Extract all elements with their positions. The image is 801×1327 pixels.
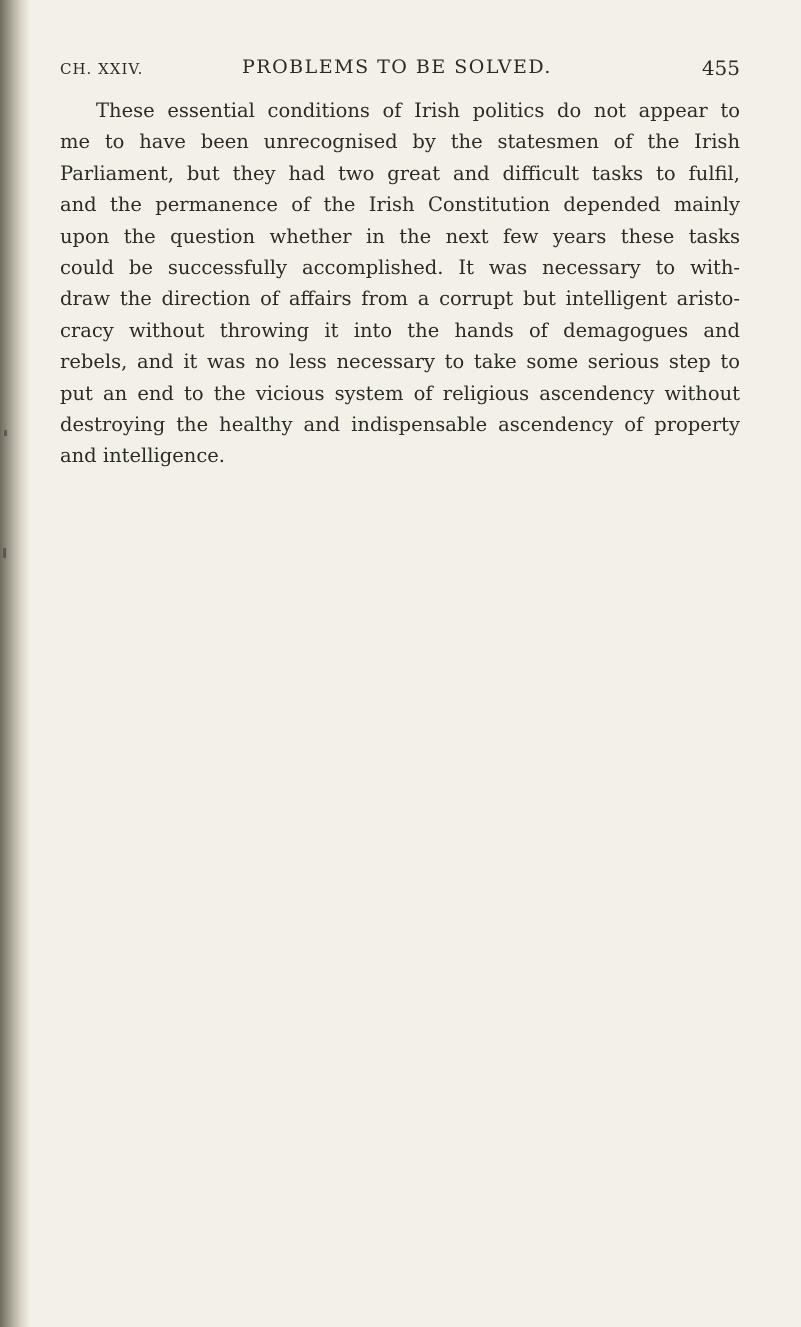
text-line: cracy without throwing it into the hands of demagogues and <box>60 318 740 342</box>
chapter-label: CH. XXIV. <box>60 60 144 78</box>
text-line: and the permanence of the Irish Constitution depended mainly <box>60 193 740 217</box>
text-line: could be successfully accomplished. It was necessary to with- <box>60 255 740 279</box>
body-paragraph <box>60 95 740 472</box>
text-line: upon the question whether in the next few years these tasks <box>60 224 740 248</box>
page-gutter-shadow <box>0 0 30 1327</box>
text-line: draw the direction of affairs from a corrupt but intelligent aristo- <box>60 287 740 311</box>
text-line: rebels, and it was no less necessary to take some serious step to <box>60 350 740 374</box>
running-head <box>60 56 740 80</box>
page-number: 455 <box>701 56 740 80</box>
text-line: put an end to the vicious system of religious ascendency without <box>60 381 740 405</box>
gutter-mark <box>3 548 6 558</box>
text-line: and intelligence. <box>60 444 225 468</box>
page-title: PROBLEMS TO BE SOLVED. <box>242 56 552 78</box>
text-line: Parliament, but they had two great and difficult tasks to fulfil, <box>60 161 740 185</box>
text-line: destroying the healthy and indispensable ascendency of property <box>60 412 740 436</box>
gutter-mark <box>4 430 7 436</box>
text-line: These essential conditions of Irish politics do not appear to <box>96 99 740 122</box>
text-line: me to have been unrecognised by the statesmen of the Irish <box>60 130 740 154</box>
